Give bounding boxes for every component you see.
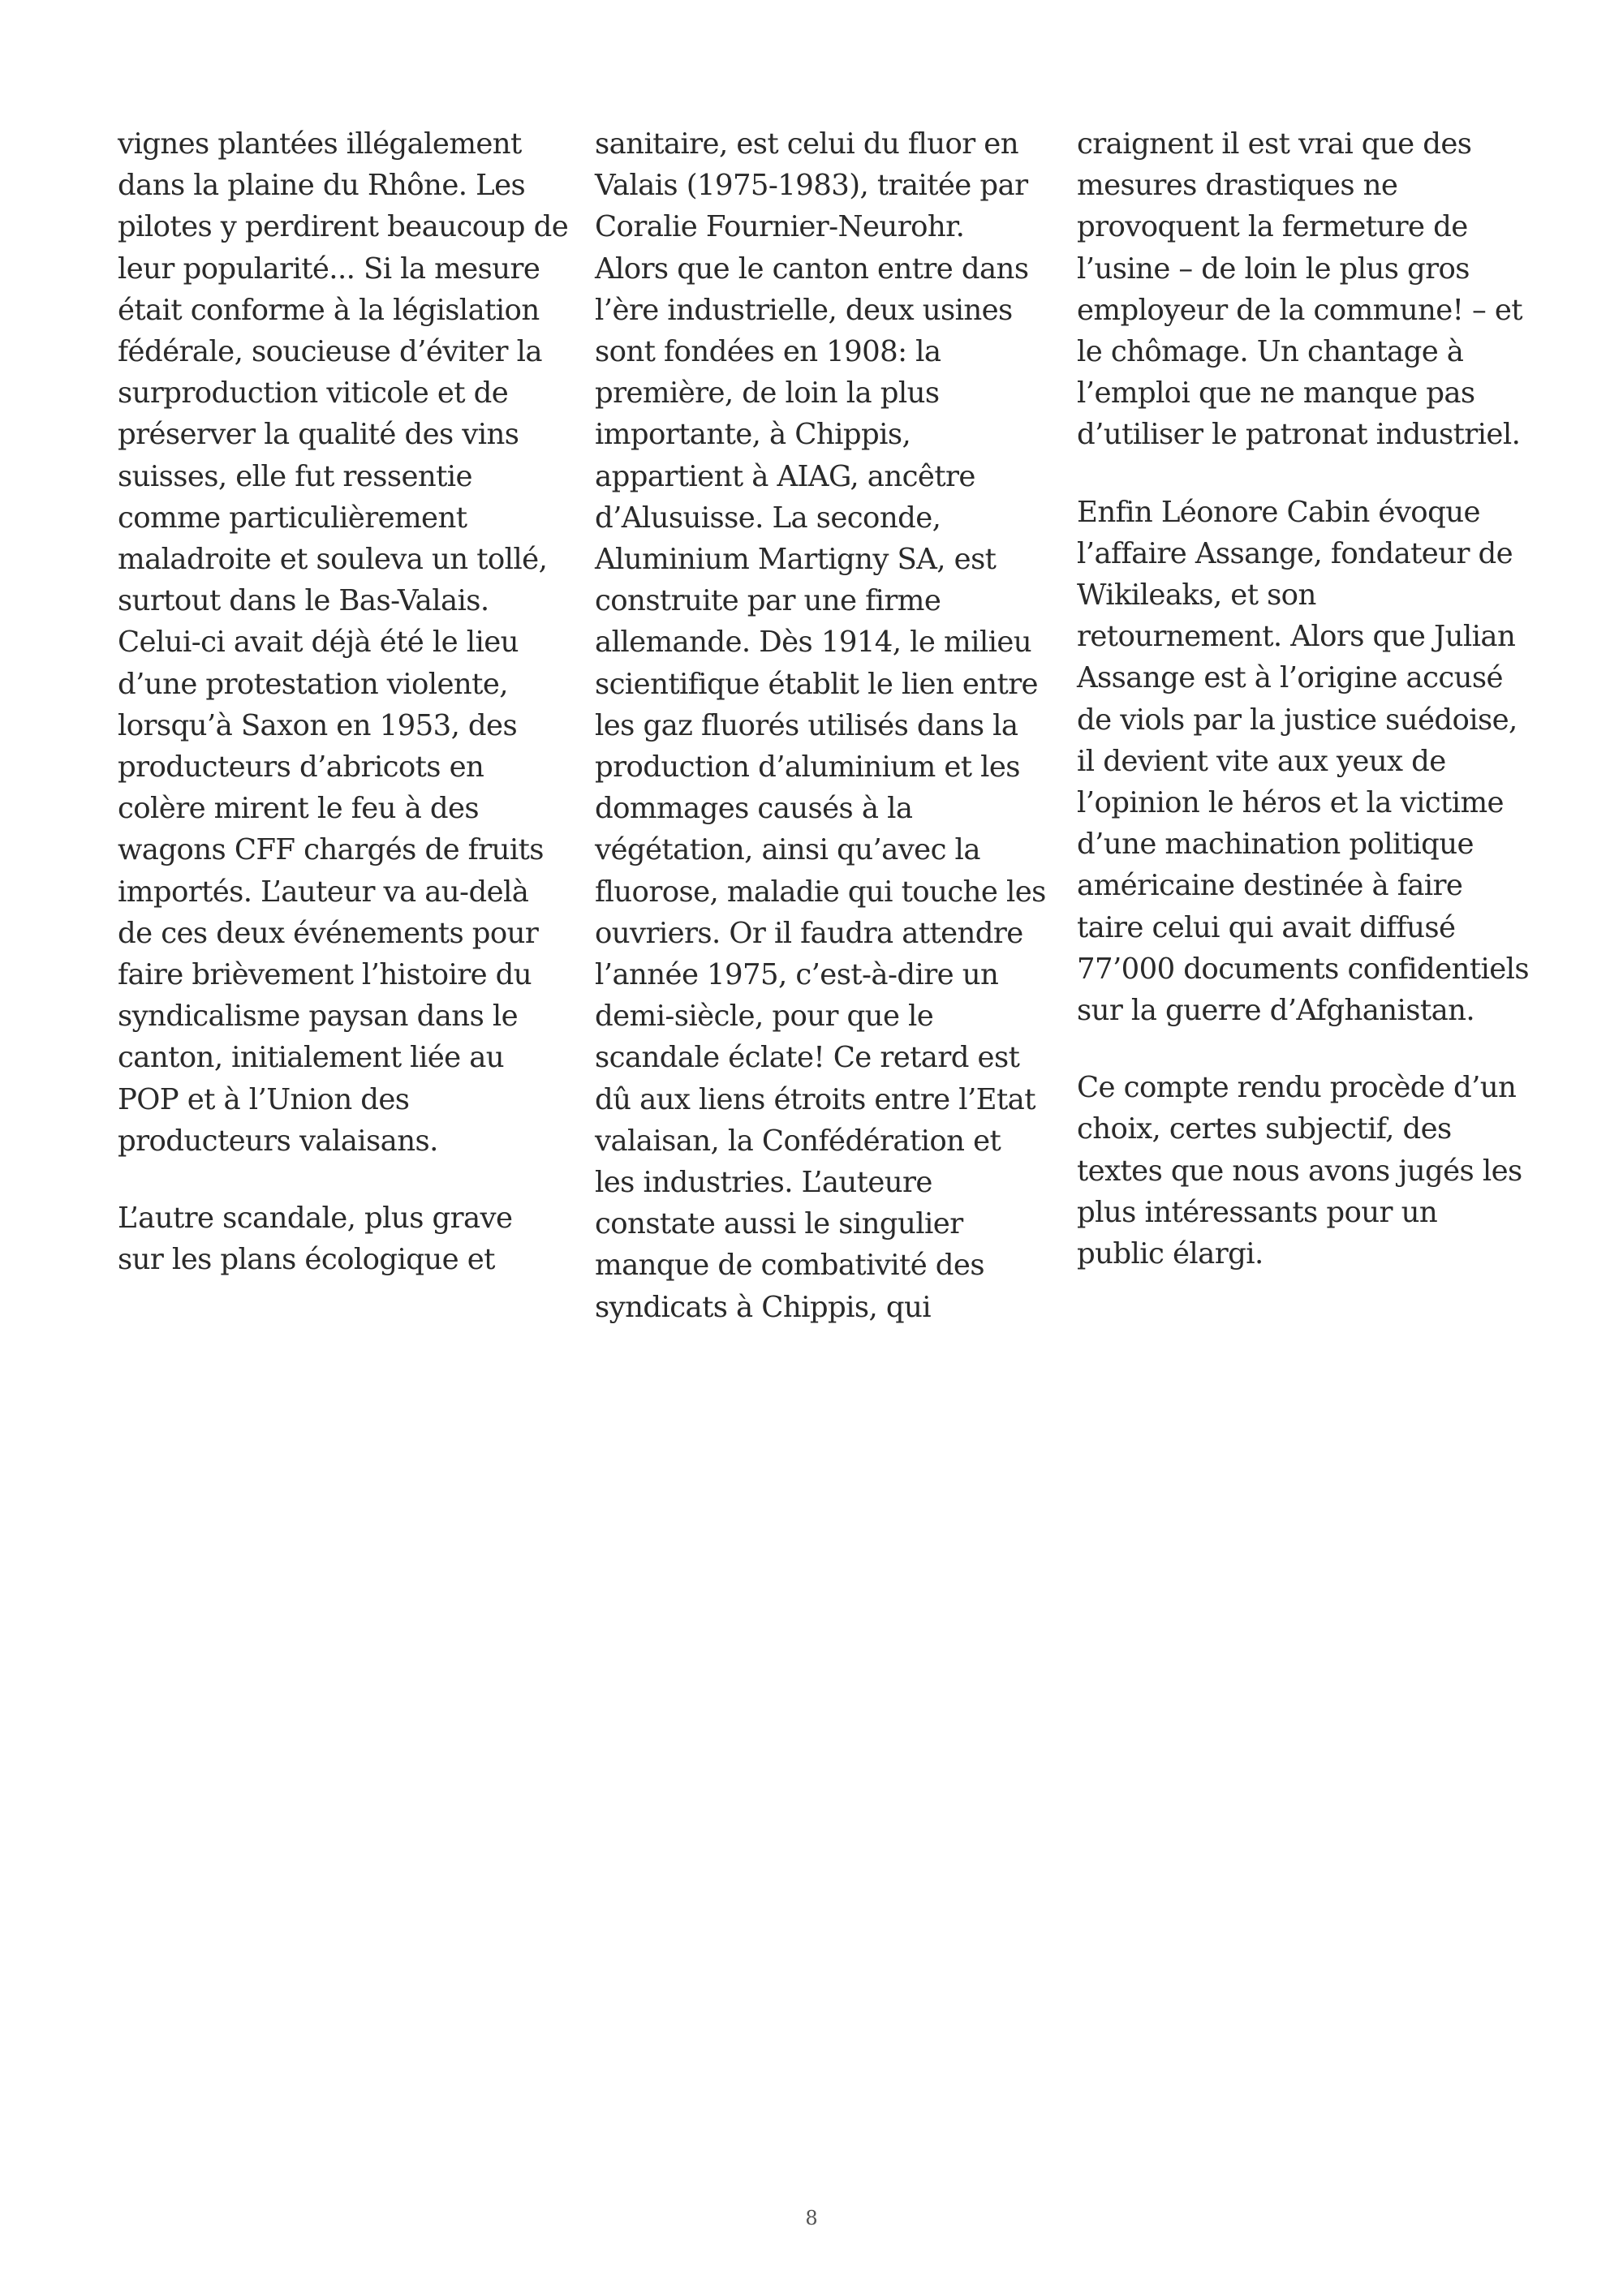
text-line: demi-siècle, pour que le bbox=[595, 1000, 934, 1034]
text-line: employeur de la commune! – et bbox=[1077, 293, 1522, 327]
paragraph bbox=[118, 123, 588, 1162]
text-line: sur les plans écologique et bbox=[118, 1243, 495, 1277]
text-line: producteurs valaisans. bbox=[118, 1124, 438, 1158]
text-line: sur la guerre d’Afghanistan. bbox=[1077, 994, 1475, 1028]
text-line: Enfin Léonore Cabin évoque bbox=[1077, 495, 1480, 529]
text-line: surtout dans le Bas-Valais. bbox=[118, 584, 489, 618]
text-line: appartient à AIAG, ancêtre bbox=[595, 459, 975, 493]
text-line: POP et à l’Union des bbox=[118, 1082, 410, 1116]
text-line: le chômage. Un chantage à bbox=[1077, 335, 1464, 369]
paragraph bbox=[595, 123, 1065, 1328]
text-line: d’une machination politique bbox=[1077, 828, 1474, 862]
text-line: importés. L’auteur va au-delà bbox=[118, 875, 529, 909]
text-column-2 bbox=[595, 123, 1065, 1364]
paragraph bbox=[118, 1197, 588, 1280]
text-line: américaine destinée à faire bbox=[1077, 869, 1463, 903]
text-line: surproduction viticole et de bbox=[118, 376, 509, 411]
text-line: préserver la qualité des vins bbox=[118, 418, 519, 452]
paragraph bbox=[1077, 1067, 1548, 1275]
text-line: suisses, elle fut ressentie bbox=[118, 459, 472, 493]
text-line: construite par une firme bbox=[595, 584, 941, 618]
text-line: pilotes y perdirent beaucoup de bbox=[118, 210, 569, 244]
paragraph bbox=[1077, 123, 1548, 456]
text-line: comme particulièrement bbox=[118, 501, 467, 535]
text-column-3 bbox=[1077, 123, 1548, 1310]
text-line: l’année 1975, c’est-à-dire un bbox=[595, 958, 999, 992]
text-line: production d’aluminium et les bbox=[595, 750, 1020, 785]
text-line: valaisan, la Confédération et bbox=[595, 1124, 1001, 1158]
text-line: dommages causés à la bbox=[595, 792, 913, 826]
text-line: de viols par la justice suédoise, bbox=[1077, 703, 1518, 737]
text-line: d’utiliser le patronat industriel. bbox=[1077, 418, 1521, 452]
text-line: syndicats à Chippis, qui bbox=[595, 1290, 931, 1324]
text-line: l’emploi que ne manque pas bbox=[1077, 376, 1475, 411]
text-line: provoquent la fermeture de bbox=[1077, 210, 1468, 244]
text-line: leur popularité... Si la mesure bbox=[118, 252, 540, 286]
text-line: choix, certes subjectif, des bbox=[1077, 1112, 1452, 1146]
text-line: vignes plantées illégalement bbox=[118, 127, 522, 161]
text-line: il devient vite aux yeux de bbox=[1077, 744, 1446, 778]
text-line: importante, à Chippis, bbox=[595, 418, 911, 452]
text-line: de ces deux événements pour bbox=[118, 916, 539, 950]
text-line: colère mirent le feu à des bbox=[118, 792, 480, 826]
text-line: Celui-ci avait déjà été le lieu bbox=[118, 626, 519, 660]
text-line: sanitaire, est celui du fluor en bbox=[595, 127, 1018, 161]
text-line: première, de loin la plus bbox=[595, 376, 940, 411]
text-line: producteurs d’abricots en bbox=[118, 750, 484, 785]
text-line: textes que nous avons jugés les bbox=[1077, 1154, 1522, 1188]
text-column-1 bbox=[118, 123, 588, 1316]
text-line: maladroite et souleva un tollé, bbox=[118, 543, 548, 577]
text-line: public élargi. bbox=[1077, 1237, 1264, 1271]
text-line: wagons CFF chargés de fruits bbox=[118, 833, 544, 867]
text-line: syndicalisme paysan dans le bbox=[118, 1000, 519, 1034]
text-line: retournement. Alors que Julian bbox=[1077, 620, 1516, 654]
text-line: canton, initialement liée au bbox=[118, 1041, 505, 1075]
text-line: dans la plaine du Rhône. Les bbox=[118, 169, 526, 203]
text-line: l’ère industrielle, deux usines bbox=[595, 293, 1013, 327]
text-line: L’autre scandale, plus grave bbox=[118, 1202, 513, 1236]
text-line: d’Alusuisse. La seconde, bbox=[595, 501, 941, 535]
text-line: Coralie Fournier-Neurohr. bbox=[595, 210, 965, 244]
text-line: mesures drastiques ne bbox=[1077, 169, 1398, 203]
text-line: taire celui qui avait diffusé bbox=[1077, 910, 1456, 944]
text-line: l’opinion le héros et la victime bbox=[1077, 786, 1504, 820]
text-line: constate aussi le singulier bbox=[595, 1207, 963, 1241]
text-line: craignent il est vrai que des bbox=[1077, 127, 1472, 161]
text-line: Valais (1975-1983), traitée par bbox=[595, 169, 1028, 203]
text-line: scientifique établit le lien entre bbox=[595, 667, 1038, 701]
text-line: allemande. Dès 1914, le milieu bbox=[595, 626, 1032, 660]
text-line: 77’000 documents confidentiels bbox=[1077, 952, 1530, 986]
text-line: scandale éclate! Ce retard est bbox=[595, 1041, 1020, 1075]
text-line: sont fondées en 1908: la bbox=[595, 335, 941, 369]
text-line: l’usine – de loin le plus gros bbox=[1077, 252, 1470, 286]
text-line: était conforme à la législation bbox=[118, 293, 540, 327]
text-line: les industries. L’auteure bbox=[595, 1166, 932, 1200]
page-number: 8 bbox=[805, 2207, 818, 2229]
text-line: Aluminium Martigny SA, est bbox=[595, 543, 997, 577]
text-line: dû aux liens étroits entre l’Etat bbox=[595, 1082, 1035, 1116]
text-line: Assange est à l’origine accusé bbox=[1077, 661, 1503, 695]
text-line: végétation, ainsi qu’avec la bbox=[595, 833, 980, 867]
text-line: fédérale, soucieuse d’éviter la bbox=[118, 335, 542, 369]
text-line: manque de combativité des bbox=[595, 1249, 984, 1283]
text-line: fluorose, maladie qui touche les bbox=[595, 875, 1046, 909]
paragraph bbox=[1077, 492, 1548, 1032]
text-line: ouvriers. Or il faudra attendre bbox=[595, 916, 1023, 950]
text-line: Alors que le canton entre dans bbox=[595, 252, 1029, 286]
text-line: lorsqu’à Saxon en 1953, des bbox=[118, 708, 518, 742]
text-line: d’une protestation violente, bbox=[118, 667, 508, 701]
text-line: Wikileaks, et son bbox=[1077, 578, 1316, 613]
text-line: l’affaire Assange, fondateur de bbox=[1077, 536, 1513, 570]
text-line: plus intéressants pour un bbox=[1077, 1195, 1438, 1229]
text-line: les gaz fluorés utilisés dans la bbox=[595, 708, 1018, 742]
text-line: faire brièvement l’histoire du bbox=[118, 958, 532, 992]
text-line: Ce compte rendu procède d’un bbox=[1077, 1071, 1517, 1105]
